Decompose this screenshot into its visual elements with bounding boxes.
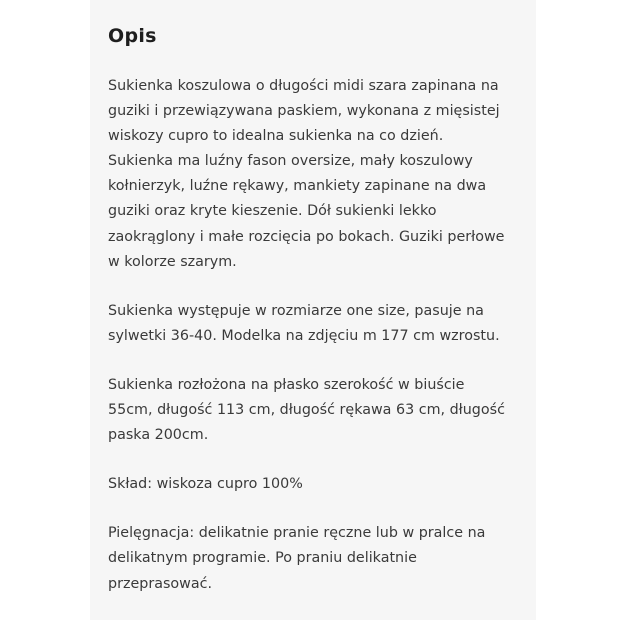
care-paragraph (108, 521, 518, 596)
text-line: Sukienka ma luźny fason oversize, mały koszulowy (108, 153, 473, 170)
text-line: przeprasować. (108, 575, 213, 592)
composition-paragraph (108, 472, 518, 497)
text-line: w kolorze szarym. (108, 253, 237, 270)
text-line: Skład: wiskoza cupro 100% (108, 476, 303, 493)
dimensions-paragraph (108, 373, 518, 448)
text-line: wiskozy cupro to idealna sukienka na co dzień. (108, 128, 444, 145)
text-line: Sukienka koszulowa o długości midi szara zapinana na (108, 78, 499, 94)
text-line: paska 200cm. (108, 427, 209, 444)
text-line: kołnierzyk, luźne rękawy, mankiety zapinane na dwa (108, 178, 487, 195)
text-line: Pielęgnacja: delikatnie pranie ręczne lub w pralce na (108, 525, 486, 542)
description-paragraph (108, 74, 518, 275)
text-line: delikatnym programie. Po praniu delikatnie (108, 550, 417, 567)
size-paragraph (108, 299, 518, 349)
text-line: Sukienka rozłożona na płasko szerokość w biuście (108, 376, 465, 393)
text-line: sylwetki 36-40. Modelka na zdjęciu m 177 cm wzrostu. (108, 327, 500, 344)
text-line: zaokrąglony i małe rozcięcia po bokach. Guziki perłowe (108, 228, 505, 245)
text-line: guziki oraz kryte kieszenie. Dół sukienki lekko (108, 203, 437, 220)
text-line: Sukienka występuje w rozmiarze one size, pasuje na (108, 302, 484, 319)
section-title: Opis (108, 25, 157, 47)
text-line: 55cm, długość 113 cm, długość rękawa 63 cm, długość (108, 402, 505, 419)
text-line: guziki i przewiązywana paskiem, wykonana z mięsistej (108, 103, 500, 120)
description-panel (90, 0, 536, 620)
